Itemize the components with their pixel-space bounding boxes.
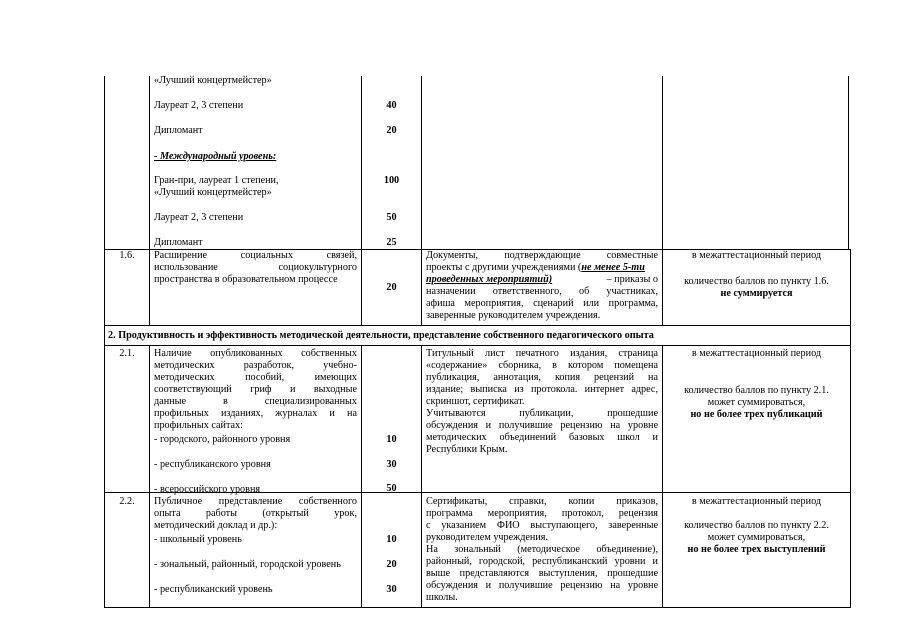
- count-note-bold: но не более трех публикаций: [690, 409, 823, 420]
- count-note-bold: не суммируется: [720, 288, 793, 299]
- level-points: 10: [386, 534, 397, 545]
- level-label: - республиканского уровня: [154, 459, 271, 470]
- docs-line: издание; выписка из протокола. интернет адрес,: [426, 384, 658, 395]
- award-label: «Лучший концертмейстер»: [154, 187, 272, 198]
- docs-line: Учитываются публикации, прошедшие: [426, 408, 658, 419]
- criterion-line: профильных изданиях, журналах и на: [154, 408, 357, 419]
- award-points: 25: [386, 237, 397, 248]
- period-text: в межаттестационный период: [691, 250, 822, 261]
- criterion-line: опыта работы (открытый урок,: [154, 508, 357, 519]
- docs-line: Документы, подтверждающие совместные: [426, 250, 658, 261]
- award-points: 20: [386, 125, 397, 136]
- award-points: 50: [386, 212, 397, 223]
- award-label: Лауреат 2, 3 степени: [154, 100, 244, 111]
- level-label: - школьный уровень: [154, 534, 242, 545]
- level-label: - республиканский уровень: [154, 584, 273, 595]
- level-points: 30: [386, 584, 397, 595]
- criterion-line: данные в специализированных: [154, 396, 357, 407]
- docs-line: На зональный (методическое объединение),: [426, 544, 658, 555]
- docs-line: школы.: [426, 592, 458, 603]
- docs-line: проекты с другими учреждениями ( не менее 5-ти: [426, 262, 645, 273]
- level-label: - всероссийского уровня: [154, 484, 261, 495]
- desc-line: «Лучший концертмейстер»: [154, 75, 272, 86]
- criterion-line: методический доклад и др.):: [154, 520, 278, 531]
- award-points: 40: [386, 100, 397, 111]
- count-note: количество баллов по пункту 2.1.: [684, 385, 829, 396]
- award-points: 100: [383, 175, 400, 186]
- count-note: количество баллов по пункту 1.6.: [684, 276, 829, 287]
- level-points: 30: [386, 459, 397, 470]
- criterion-line: Наличие опубликованных собственных: [154, 348, 357, 359]
- criterion-line: методических пособий, имеющих: [154, 372, 357, 383]
- level-points: 10: [386, 434, 397, 445]
- docs-line: обсуждения и получившие рецензию на уровне: [426, 420, 658, 431]
- level-points: 50: [386, 483, 397, 494]
- docs-line: обсуждения и получившие рецензию на уровне: [426, 580, 658, 591]
- docs-line: афиша мероприятия, сценарий или программа,: [426, 298, 658, 309]
- criterion-line: методических разработок, учебно-: [154, 360, 357, 371]
- row-points: 20: [386, 282, 397, 293]
- section-title: 2. Продуктивность и эффективность методической деятельности, представление собственного педагогического опыта: [108, 330, 654, 341]
- international-heading: - Международный уровень:: [154, 151, 277, 162]
- docs-line: руководителем учреждения.: [426, 532, 549, 543]
- row-number: 2.1.: [119, 348, 135, 359]
- docs-line: выше представляются выступления, прошедшие: [426, 568, 658, 579]
- period-text: в межаттестационный период: [691, 496, 822, 507]
- award-label: Гран-при, лауреат 1 степени,: [154, 175, 279, 186]
- docs-line: Сертификаты, справки, копии приказов,: [426, 496, 658, 507]
- docs-line: скриншот, сертификат.: [426, 396, 525, 407]
- count-note: может суммироваться,: [707, 532, 806, 543]
- row-number: 2.2.: [119, 496, 135, 507]
- docs-line: «содержание» сборника, в котором помещена: [426, 360, 658, 371]
- docs-line: методических объединений базовых школ и: [426, 432, 658, 443]
- count-note-bold: но не более трех выступлений: [687, 544, 826, 555]
- period-text: в межаттестационный период: [691, 348, 822, 359]
- docs-line: публикация, аннотация, копия рецензий на: [426, 372, 658, 383]
- criterion-line: пространства в образовательном процессе: [154, 274, 338, 285]
- award-label: Лауреат 2, 3 степени: [154, 212, 244, 223]
- count-note: количество баллов по пункту 2.2.: [684, 520, 829, 531]
- award-label: Дипломант: [154, 237, 203, 248]
- docs-line: заверенные руководителем учреждения.: [426, 310, 601, 321]
- docs-line: Республики Крым.: [426, 444, 508, 455]
- criterion-line: Расширение социальных связей,: [154, 250, 357, 261]
- docs-line: районный, городской, республиканский уровни и: [426, 556, 658, 567]
- criterion-line: использование социокультурного: [154, 262, 357, 273]
- criterion-line: профильных сайтах:: [154, 420, 244, 431]
- docs-line: Титульный лист печатного издания, страница: [426, 348, 658, 359]
- row-number: 1.6.: [119, 250, 135, 261]
- criterion-line: соответствующий гриф и выходные: [154, 384, 357, 395]
- criterion-line: Публичное представление собственного: [154, 496, 357, 507]
- docs-line: назначении ответственного, об участниках,: [426, 286, 658, 297]
- award-label: Дипломант: [154, 125, 203, 136]
- level-points: 20: [386, 559, 397, 570]
- docs-line: с указанием ФИО выступающего, заверенные: [426, 520, 658, 531]
- level-label: - городского, районного уровня: [154, 434, 291, 445]
- docs-line: программа мероприятия, протокол, рецензия: [426, 508, 658, 519]
- level-label: - зональный, районный, городской уровень: [154, 559, 341, 570]
- count-note: может суммироваться,: [707, 397, 806, 408]
- docs-line: проведенных мероприятий) – приказы о: [426, 274, 658, 285]
